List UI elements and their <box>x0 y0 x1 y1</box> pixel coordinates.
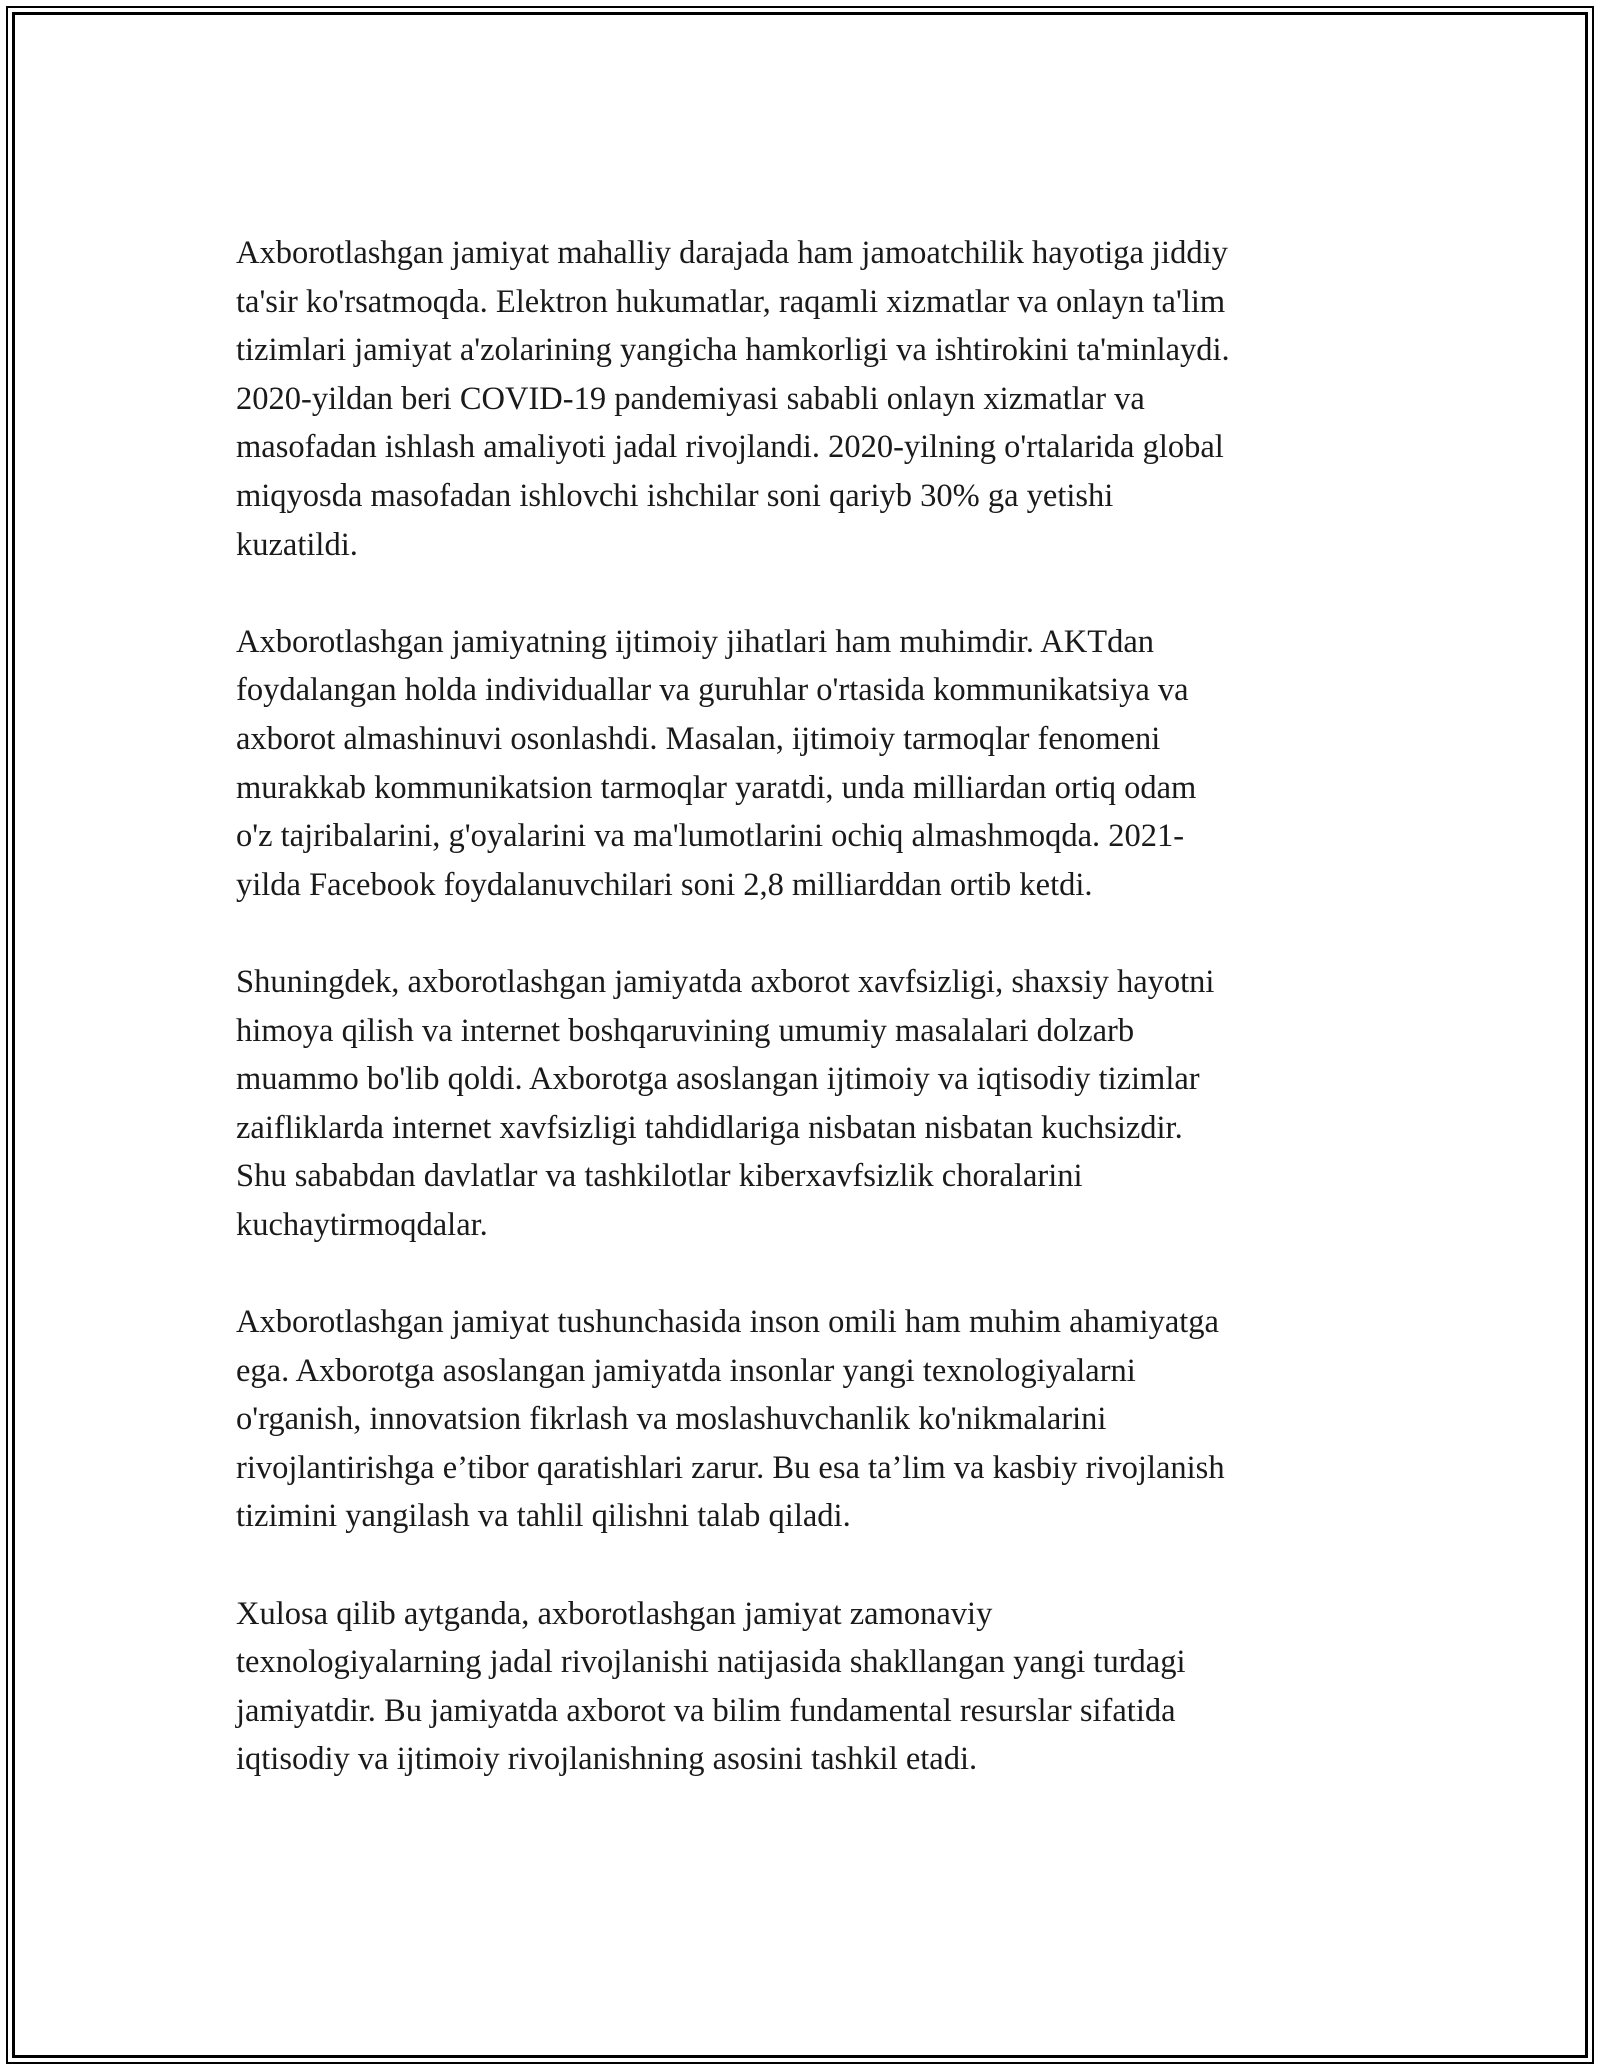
text-line: tizimini yangilash va tahlil qilishni talab qiladi. <box>236 1498 851 1535</box>
text-line: o'z tajribalarini, g'oyalarini va ma'lumotlarini ochiq almashmoqda. 2021- <box>236 818 1185 855</box>
document-body <box>236 229 1376 1833</box>
text-line: ega. Axborotga asoslangan jamiyatda insonlar yangi texnologiyalarni <box>236 1352 1136 1389</box>
text-line: Shuningdek, axborotlashgan jamiyatda axborot xavfsizligi, shaxsiy hayotni <box>236 963 1215 1000</box>
text-line: miqyosda masofadan ishlovchi ishchilar soni qariyb 30% ga yetishi <box>236 477 1114 514</box>
text-line: kuchaytirmoqdalar. <box>236 1206 488 1243</box>
text-line: foydalangan holda individuallar va guruhlar o'rtasida kommunikatsiya va <box>236 672 1189 709</box>
paragraph-2 <box>236 618 1376 910</box>
text-line: muammo bo'lib qoldi. Axborotga asoslangan ijtimoiy va iqtisodiy tizimlar <box>236 1061 1200 1098</box>
text-line: yilda Facebook foydalanuvchilari soni 2,8 milliarddan ortib ketdi. <box>236 866 1093 903</box>
text-line: rivojlantirishga e’tibor qaratishlari zarur. Bu esa ta’lim va kasbiy rivojlanish <box>236 1449 1225 1486</box>
text-line: tizimlari jamiyat a'zolarining yangicha hamkorligi va ishtirokini ta'minlaydi. <box>236 332 1230 369</box>
paragraph-4 <box>236 1298 1376 1541</box>
text-line: jamiyatdir. Bu jamiyatda axborot va bilim fundamental resurslar sifatida <box>236 1692 1176 1729</box>
text-line: iqtisodiy va ijtimoiy rivojlanishning asosini tashkil etadi. <box>236 1741 978 1778</box>
text-line: masofadan ishlash amaliyoti jadal rivojlandi. 2020-yilning o'rtalarida global <box>236 429 1224 466</box>
paragraph-3 <box>236 958 1376 1250</box>
text-line: ta'sir ko'rsatmoqda. Elektron hukumatlar, raqamli xizmatlar va onlayn ta'lim <box>236 283 1226 320</box>
text-line: Axborotlashgan jamiyat mahalliy darajada ham jamoatchilik hayotiga jiddiy <box>236 235 1228 271</box>
text-line: 2020-yildan beri COVID-19 pandemiyasi sababli onlayn xizmatlar va <box>236 380 1145 417</box>
text-line: texnologiyalarning jadal rivojlanishi natijasida shakllangan yangi turdagi <box>236 1644 1186 1681</box>
text-line: Xulosa qilib aytganda, axborotlashgan jamiyat zamonaviy <box>236 1595 993 1632</box>
paragraph-1 <box>236 229 1376 569</box>
text-line: Shu sababdan davlatlar va tashkilotlar kiberxavfsizlik choralarini <box>236 1158 1083 1195</box>
text-line: o'rganish, innovatsion fikrlash va moslashuvchanlik ko'nikmalarini <box>236 1401 1107 1438</box>
text-line: Axborotlashgan jamiyat tushunchasida inson omili ham muhim ahamiyatga <box>236 1304 1219 1341</box>
paragraph-5 <box>236 1590 1376 1784</box>
text-line: zaifliklarda internet xavfsizligi tahdidlariga nisbatan nisbatan kuchsizdir. <box>236 1109 1183 1146</box>
text-line: Axborotlashgan jamiyatning ijtimoiy jihatlari ham muhimdir. AKTdan <box>236 623 1154 660</box>
text-line: axborot almashinuvi osonlashdi. Masalan, ijtimoiy tarmoqlar fenomeni <box>236 720 1161 757</box>
text-line: himoya qilish va internet boshqaruvining umumiy masalalari dolzarb <box>236 1012 1135 1049</box>
text-line: kuzatildi. <box>236 526 358 563</box>
text-line: murakkab kommunikatsion tarmoqlar yaratdi, unda milliardan ortiq odam <box>236 769 1197 806</box>
